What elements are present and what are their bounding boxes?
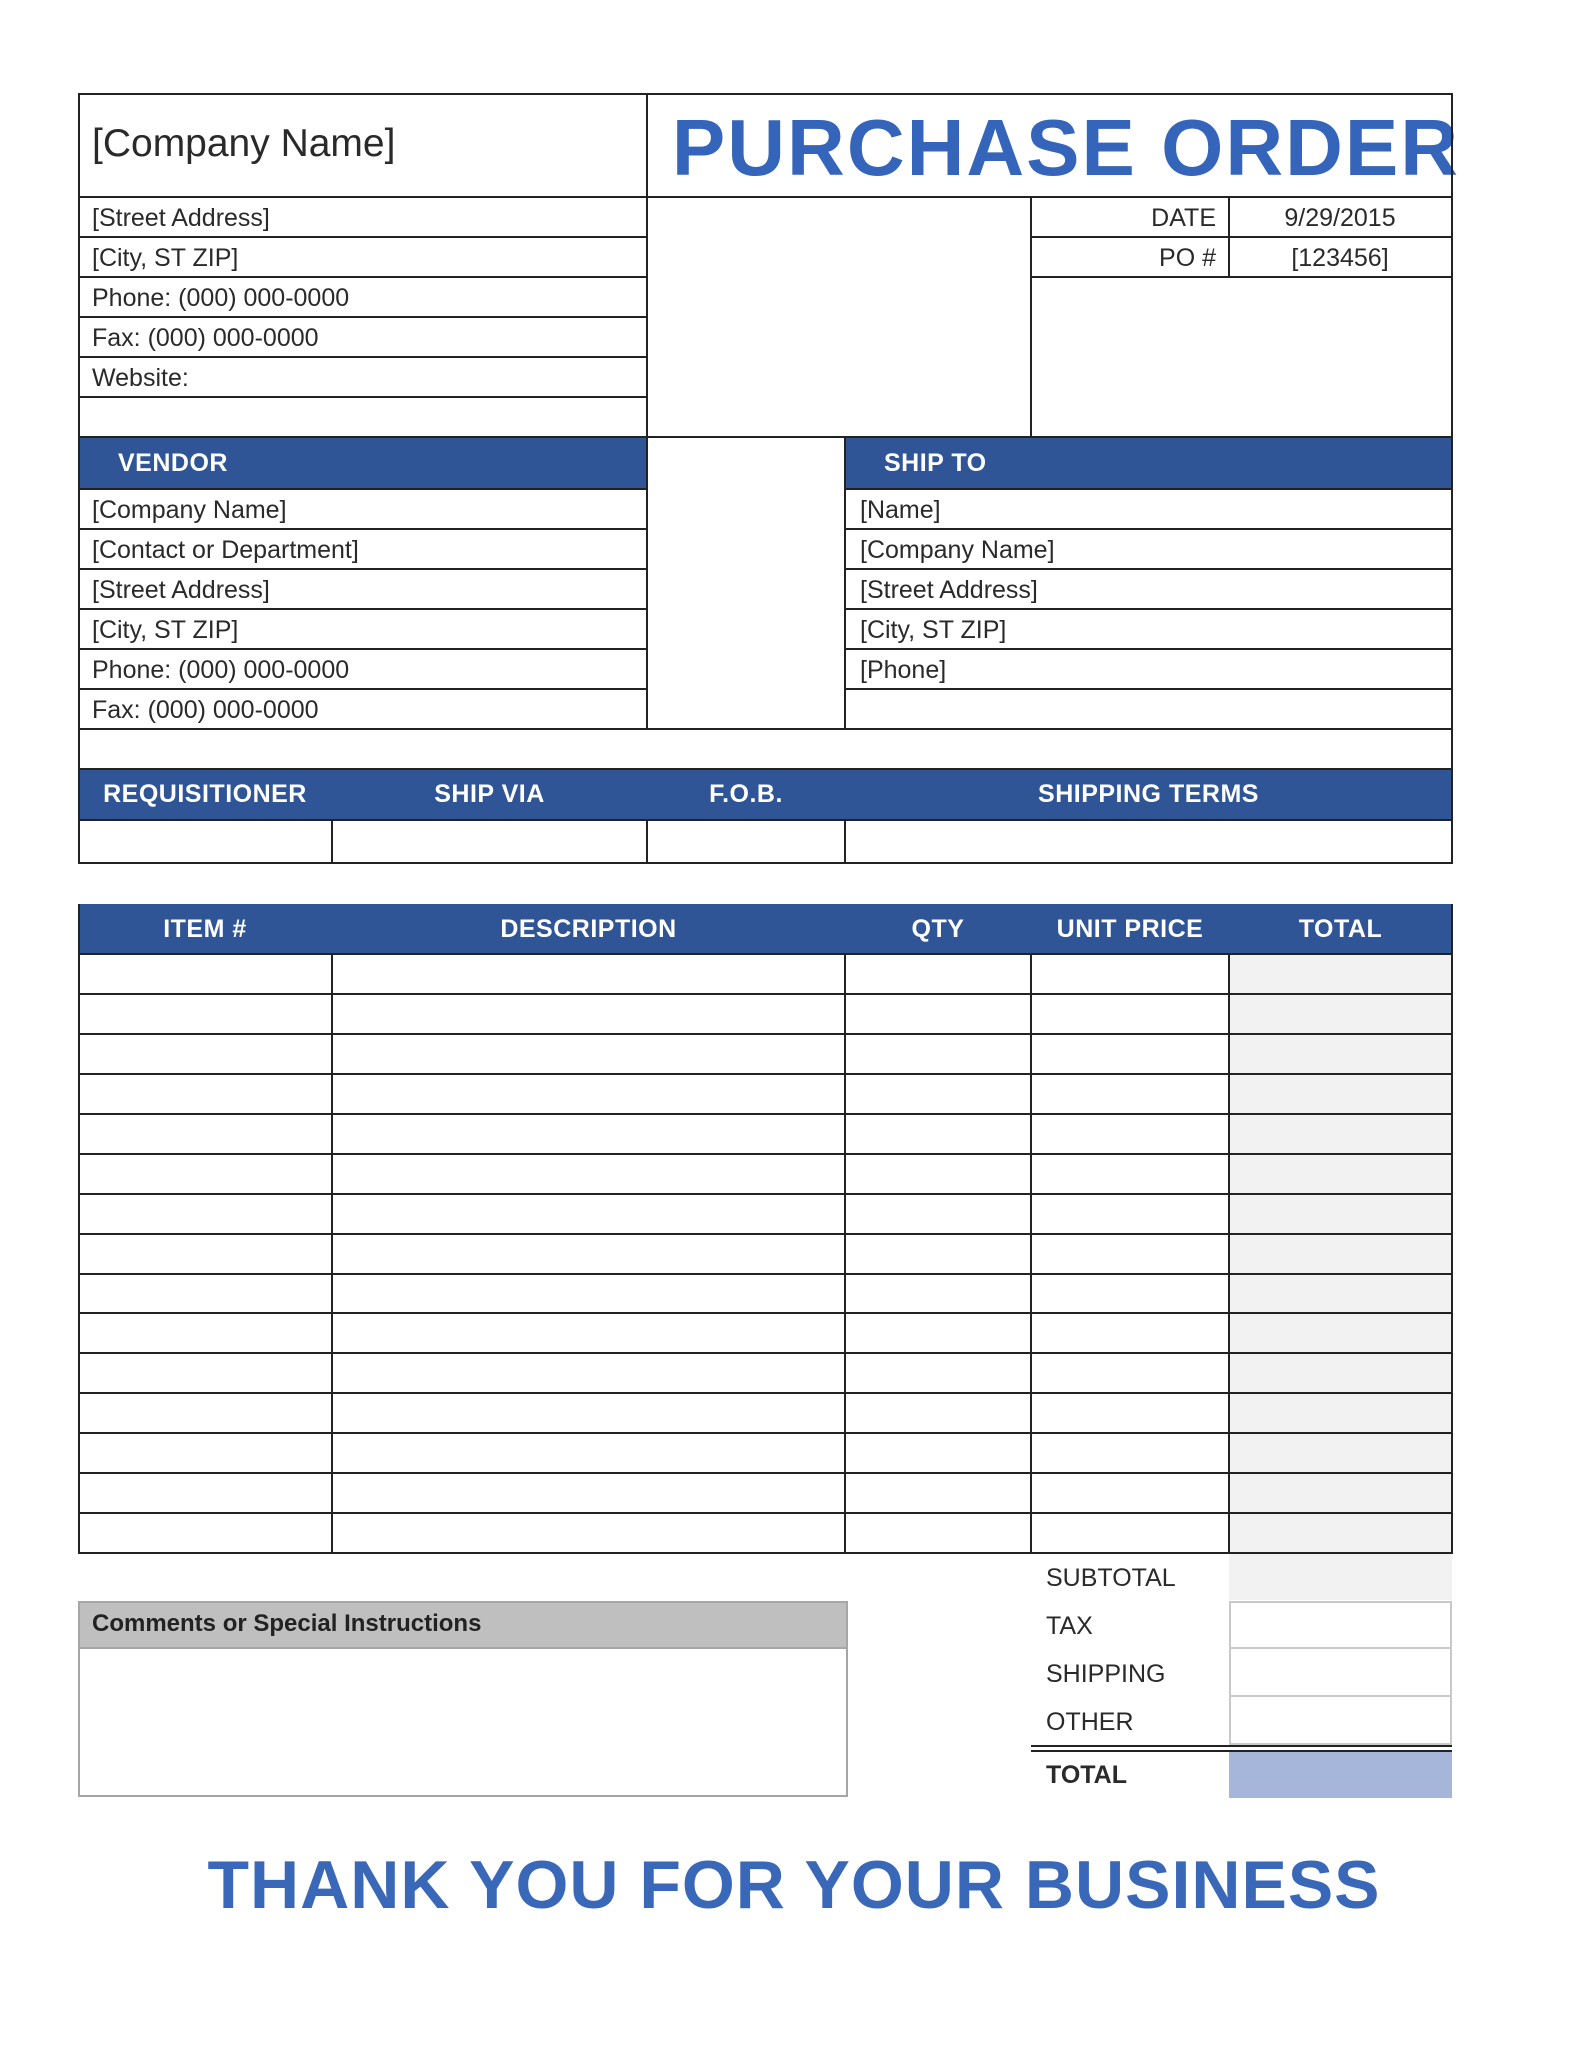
thank-you-message: THANK YOU FOR YOUR BUSINESS	[207, 1847, 1381, 1923]
item-number-column-header: ITEM #	[163, 915, 247, 943]
vendor-heading: VENDOR	[118, 449, 228, 477]
fob-cell[interactable]	[648, 820, 844, 862]
ship-via-heading: SHIP VIA	[434, 780, 545, 808]
company-street-address[interactable]: [Street Address]	[92, 204, 270, 232]
total-column-header: TOTAL	[1298, 915, 1383, 943]
total-value	[1229, 1752, 1452, 1798]
tax-value[interactable]	[1229, 1601, 1452, 1649]
company-fax[interactable]: Fax: (000) 000-0000	[92, 324, 319, 352]
ship-to-company-name[interactable]: [Company Name]	[860, 536, 1055, 564]
unit-price-column-header: UNIT PRICE	[1056, 915, 1204, 943]
company-phone[interactable]: Phone: (000) 000-0000	[92, 284, 350, 312]
company-city-st-zip[interactable]: [City, ST ZIP]	[92, 244, 239, 272]
comments-heading: Comments or Special Instructions	[92, 1610, 482, 1637]
date-value[interactable]: 9/29/2015	[1284, 204, 1396, 232]
ship-to-name[interactable]: [Name]	[860, 496, 941, 524]
vendor-company-name[interactable]: [Company Name]	[92, 496, 287, 524]
ship-via-cell[interactable]	[333, 820, 646, 862]
shipping-value[interactable]	[1229, 1647, 1452, 1697]
company-website[interactable]: Website:	[92, 364, 189, 392]
po-number-value[interactable]: [123456]	[1291, 244, 1389, 272]
vendor-phone[interactable]: Phone: (000) 000-0000	[92, 656, 350, 684]
ship-to-city-st-zip[interactable]: [City, ST ZIP]	[860, 616, 1007, 644]
requisitioner-cell[interactable]	[80, 820, 331, 862]
ship-to-street-address[interactable]: [Street Address]	[860, 576, 1038, 604]
other-label: OTHER	[1046, 1708, 1134, 1736]
vendor-city-st-zip[interactable]: [City, ST ZIP]	[92, 616, 239, 644]
total-double-rule	[1031, 1745, 1452, 1752]
other-value[interactable]	[1229, 1695, 1452, 1745]
shipping-terms-heading: SHIPPING TERMS	[1038, 780, 1259, 808]
shipping-terms-cell[interactable]	[846, 820, 1451, 862]
qty-column-header: QTY	[911, 915, 965, 943]
date-label: DATE	[1151, 204, 1216, 232]
items-body[interactable]	[78, 954, 1452, 1552]
total-label: TOTAL	[1046, 1761, 1128, 1789]
ship-to-heading: SHIP TO	[884, 449, 987, 477]
description-column-header: DESCRIPTION	[500, 915, 677, 943]
po-label: PO #	[1159, 244, 1216, 272]
fob-heading: F.O.B.	[709, 780, 783, 808]
company-name[interactable]: [Company Name]	[92, 122, 396, 165]
vendor-street-address[interactable]: [Street Address]	[92, 576, 270, 604]
vendor-contact[interactable]: [Contact or Department]	[92, 536, 359, 564]
ship-to-phone[interactable]: [Phone]	[860, 656, 947, 684]
page-title: PURCHASE ORDER	[671, 103, 1460, 192]
requisitioner-heading: REQUISITIONER	[103, 780, 307, 808]
tax-label: TAX	[1046, 1612, 1093, 1640]
shipping-label: SHIPPING	[1046, 1660, 1166, 1688]
subtotal-label: SUBTOTAL	[1046, 1564, 1176, 1592]
vendor-fax[interactable]: Fax: (000) 000-0000	[92, 696, 319, 724]
subtotal-value	[1229, 1554, 1452, 1600]
